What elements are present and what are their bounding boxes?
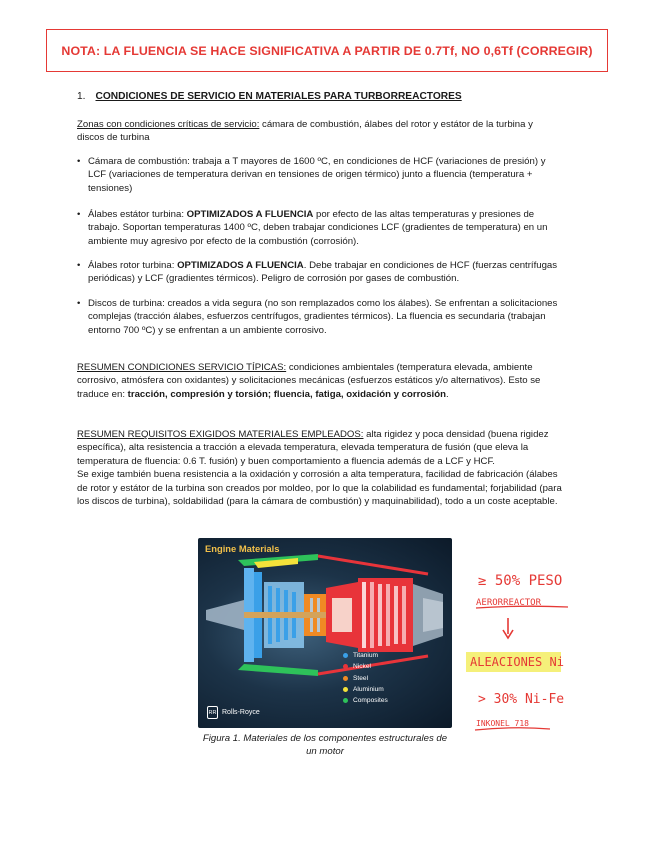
critical-zones-text: cámara de combustión, álabes del rotor y estátor de la turbina y discos de turbina <box>77 119 533 144</box>
brand-text: Rolls-Royce <box>222 709 260 716</box>
figure-title: Engine Materials <box>205 543 280 554</box>
bullet-bold-text: OPTIMIZADOS A FLUENCIA <box>186 209 314 220</box>
summary-conditions-bold: tracción, compresión y torsión; fluencia, fatiga, oxidación y corrosión <box>127 388 446 400</box>
bullet-text: . Debe trabajar en condiciones de HCF (fuerzas centrífugas periódicas) y LCF (gradientes térmicos). Peligro de corrosión por gases de combustión. <box>88 260 558 285</box>
summary-conditions-end: . <box>445 388 449 400</box>
correction-note-banner: NOTA: LA FLUENCIA SE HACE SIGNIFICATIVA A PARTIR DE 0.7Tf, NO 0,6Tf (CORREGIR) <box>46 29 608 72</box>
critical-zones-label: Zonas con condiciones críticas de servicio: <box>77 119 260 130</box>
bullet-text: Cámara de combustión: trabaja a T mayores de 1600 ºC, en condiciones de HCF (variaciones de presión) y LCF (variaciones de temperatura derivan en tensiones de origen térmico) junto a fluencia (temperatura + tensiones) <box>88 156 546 194</box>
summary-requirements-label: RESUMEN REQUISITOS EXIGIDOS MATERIALES EMPLEADOS: <box>77 429 364 440</box>
bullet-bold-text: OPTIMIZADOS A FLUENCIA <box>177 260 304 271</box>
note-aeroreactor: AERORREACTOR <box>476 598 542 608</box>
summary-requirements-text-2: Se exige también buena resistencia a la oxidación y corrosión a alta temperatura, facilidad de fabricación (álabes de rotor y estátor de la turbina son creados por moldeo, por lo que la colabilidad es fundamental; forjabilidad (para los discos de turbina), soldabilidad (para la cámara de combustión) y maquinabilidad), todo a un coste aceptable. <box>77 469 562 508</box>
legend-label: Composites <box>353 697 388 705</box>
underline-stroke <box>475 728 550 730</box>
note-ni-fe: > 30% Ni-Fe <box>478 692 565 707</box>
summary-conditions-label: RESUMEN CONDICIONES SERVICIO TÍPICAS: <box>77 362 287 373</box>
bullet-text: Álabes estátor turbina: <box>88 209 187 220</box>
bullet-text: Discos de turbina: creados a vida segura (no son remplazados como los álabes). Se enfrentan a solicitaciones complejas (tracción álabes, esfuerzos centrífugos, gradientes térmicos). La fluencia es secundaria (trabajan entorno 700 ºC) y se enfrentan a un ambiente corrosivo. <box>88 298 558 336</box>
legend-label: Aluminium <box>353 685 384 693</box>
legend-label: Nickel <box>353 663 371 671</box>
summary-requirements-text: alta rigidez y poca densidad (buena rigidez específica), alta resistencia a tracción a elevada temperatura, elevada temperatura de fusión (que eleva la temperatura de fluencia: 0.6 T. fusión) y buen comportamiento a fluencia además de a LCF y HCF. <box>77 429 549 467</box>
legend-label: Titanium <box>353 652 379 659</box>
section-number: 1. <box>77 91 86 102</box>
figure-caption: Figura 1. Materiales de los componentes estructurales de un motor <box>202 733 448 757</box>
note-weight-percent: ≥ 50% PESO <box>478 573 563 589</box>
legend-label: Steel <box>353 674 369 682</box>
bullet-text: por efecto de las altas temperaturas y presiones de trabajo. Soportan temperaturas 1400 ºC, deben trabajar condiciones LCF (gradientes de temperatura) en un ambiente muy agresivo por efecto de la combustión (corrosión). <box>88 209 548 247</box>
note-nickel-alloys: ALEACIONES Ni <box>470 655 564 669</box>
summary-conditions-text: condiciones ambientales (temperatura elevada, ambiente corrosivo, atmósfera con oxidantes) y solicitaciones mecánicas (esfuerzos estáticos y/o alternativos). Esto se traduce en: <box>77 362 541 400</box>
bullet-text: Álabes rotor turbina: <box>88 260 178 271</box>
section-title-text: CONDICIONES DE SERVICIO EN MATERIALES PARA TURBORREACTORES <box>95 91 462 102</box>
note-inconel: INKONEL 718 <box>476 719 529 728</box>
rr-badge-icon: RR <box>207 706 218 719</box>
